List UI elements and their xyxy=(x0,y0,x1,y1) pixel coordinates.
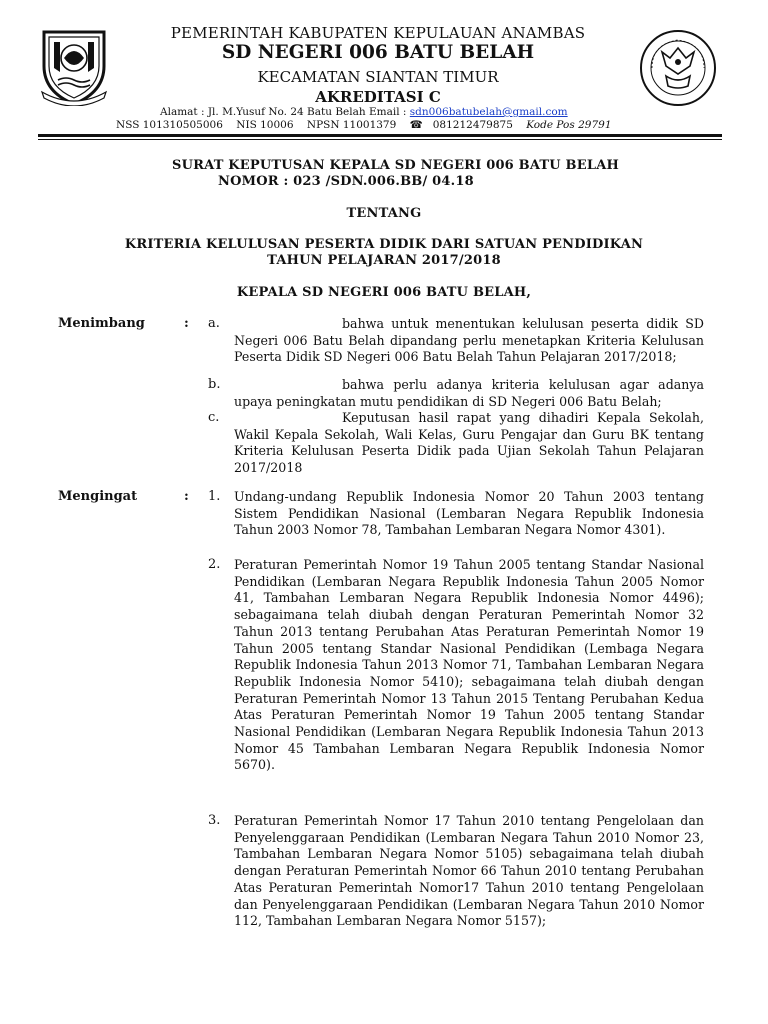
address-line xyxy=(160,106,568,118)
menimbang-item-a: bahwa untuk menentukan kelulusan peserta didik SD Negeri 006 Batu Belah dipandang perlu menetapkan Kriteria Kelulusan Peserta Didik SD Negeri 006 Batu Belah Tahun Pelajaran 2017/2018; xyxy=(234,316,704,365)
letterhead-divider-thin xyxy=(38,139,722,140)
decree-title: SURAT KEPUTUSAN KEPALA SD NEGERI 006 BATU BELAH xyxy=(172,158,619,173)
npsn-number: NPSN 11001379 xyxy=(306,119,397,131)
mengingat-colon: : xyxy=(184,489,189,504)
government-name: PEMERINTAH KABUPATEN KEPULAUAN ANAMBAS xyxy=(170,24,586,42)
mengingat-mark-1: 1. xyxy=(208,489,221,504)
school-identifiers xyxy=(116,119,622,131)
phone-icon: ☎ xyxy=(409,119,423,131)
menimbang-item-c: Keputusan hasil rapat yang dihadiri Kepala Sekolah, Wakil Kepala Sekolah, Wali Kelas, Guru Pengajar dan Guru BK tentang Kriteria Kelulusan Peserta Didik pada Ujian Sekolah Tahun Pelajaran 2017/2018 xyxy=(234,410,704,476)
menimbang-mark-a: a. xyxy=(208,316,220,331)
phone-number: 081212479875 xyxy=(432,119,513,131)
email-link[interactable]: sdn006batubelah@gmail.com xyxy=(409,106,568,118)
mengingat-mark-2: 2. xyxy=(208,557,221,572)
tut-wuri-handayani-logo xyxy=(638,28,718,108)
decree-subject-line-2: TAHUN PELAJARAN 2017/2018 xyxy=(267,253,501,268)
letterhead-divider-thick xyxy=(38,134,722,137)
mengingat-item-1: Undang-undang Republik Indonesia Nomor 20 Tahun 2003 tentang Sistem Pendidikan Nasional (Lembaran Negara Republik Indonesia Tahun 2003 Nomor 78, Tambahan Lembaran Negara Nomor 4301). xyxy=(234,489,704,538)
mengingat-label: Mengingat xyxy=(58,489,138,504)
postal-code: Kode Pos 29791 xyxy=(526,119,612,131)
accreditation: AKREDITASI C xyxy=(315,88,441,106)
mengingat-item-3: Peraturan Pemerintah Nomor 17 Tahun 2010 tentang Pengelolaan dan Penyelenggaraan Pendidikan (Lembaran Negara Tahun 2010 Nomor 23, Tambahan Lembaran Negara Nomor 5105) sebagaimana telah diubah dengan Peraturan Pemerintah Nomor 66 Tahun 2010 tentang Perubahan Atas Peraturan Pemerintah Nomor17 Tahun 2010 tentang Pengelolaan dan Penyelenggaraan Pendidikan (Lembaran Negara Tahun 2010 Nomor 112, Tambahan Lembaran Negara Nomor 5157); xyxy=(234,813,704,929)
menimbang-item-b: bahwa perlu adanya kriteria kelulusan agar adanya upaya peningkatan mutu pendidikan di SD Negeri 006 Batu Belah; xyxy=(234,377,704,409)
menimbang-label: Menimbang xyxy=(58,316,145,331)
nss-number: NSS 101310505006 xyxy=(116,119,223,131)
anambas-regency-logo xyxy=(38,26,110,106)
menimbang-mark-b: b. xyxy=(208,377,221,392)
decree-subject-line-1: KRITERIA KELULUSAN PESERTA DIDIK DARI SATUAN PENDIDIKAN xyxy=(124,237,644,252)
mengingat-item-2: Peraturan Pemerintah Nomor 19 Tahun 2005 tentang Standar Nasional Pendidikan (Lembaran Negara Republik Indonesia Tahun 2005 Nomor 41, Tambahan Lembaran Negara Republik Indonesia Nomor 4496); sebagaimana telah diubah dengan Peraturan Pemerintah Nomor 32 Tahun 2013 tentang Perubahan Atas Peraturan Pemerintah Nomor 19 Tahun 2005 tentang Standar Nasional Pendidikan (Lembaga Negara Republik Indonesia Tahun 2013 Nomor 71, Tambahan Lembaran Negara Republik Indonesia Nomor 5410); sebagaimana telah diubah dengan Peraturan Pemerintah Nomor 13 Tahun 2015 Tentang Perubahan Kedua Atas Peraturan Pemerintah Nomor 19 Tahun 2005 tentang Standar Nasional Pendidikan (Lembaran Negara Republik Indonesia Tahun 2013 Nomor 45 Tambahan Lembaran Negara Republik Indonesia Nomor 5670). xyxy=(234,557,704,773)
menimbang-colon: : xyxy=(184,316,189,331)
menimbang-mark-c: c. xyxy=(208,410,220,425)
school-name: SD NEGERI 006 BATU BELAH xyxy=(221,42,535,63)
decree-number: NOMOR : 023 /SDN.006.BB/ 04.18 xyxy=(218,174,474,189)
decree-about: TENTANG xyxy=(346,206,422,221)
district-name: KECAMATAN SIANTAN TIMUR xyxy=(257,68,499,86)
mengingat-mark-3: 3. xyxy=(208,813,221,828)
address-text: Alamat : Jl. M.Yusuf No. 24 Batu Belah Email : xyxy=(160,106,407,118)
decree-issuer: KEPALA SD NEGERI 006 BATU BELAH, xyxy=(236,285,532,300)
nis-number: NIS 10006 xyxy=(236,119,294,131)
